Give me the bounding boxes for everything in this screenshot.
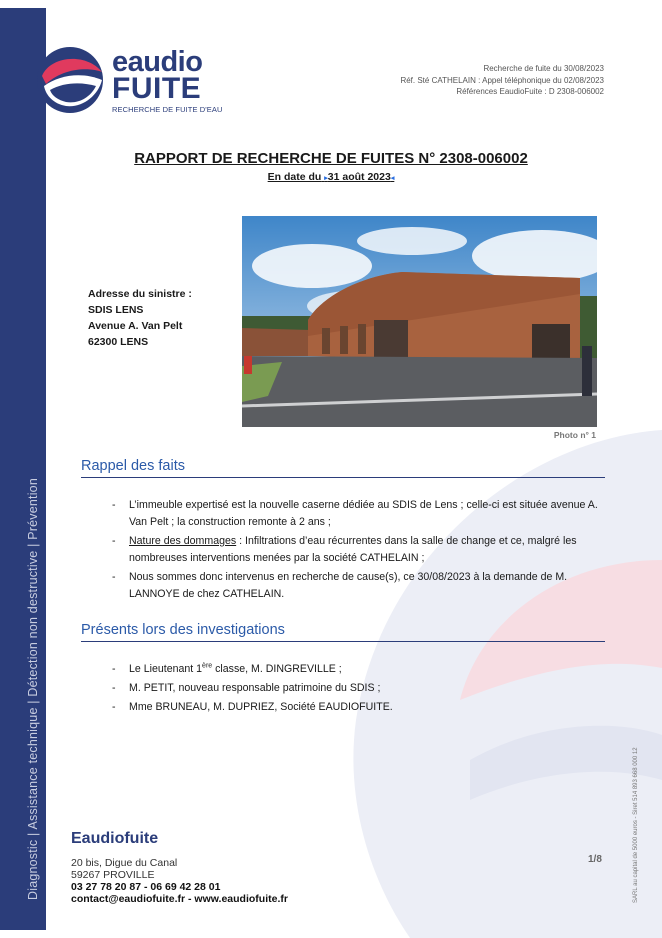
footer-address-line: 20 bis, Digue du Canal xyxy=(71,857,178,869)
footer-phones: 03 27 78 20 87 - 06 69 42 28 01 xyxy=(71,881,221,893)
reference-block xyxy=(400,63,604,98)
field-marker-left-icon: ▸ xyxy=(324,175,328,182)
logo-mark-icon xyxy=(36,46,108,114)
address-name: SDIS LENS xyxy=(88,304,144,316)
building-photo xyxy=(242,216,597,427)
list-item xyxy=(112,497,604,531)
list-item-text: : Infiltrations d’eau récurrentes dans la salle de change et ce, malgré les nombreuses interventions menées par la société CATHELAIN ; xyxy=(129,535,577,564)
reference-line: Réf. Sté CATHELAIN : Appel téléphonique du 02/08/2023 xyxy=(400,75,604,85)
legal-mention: SARL au capital de 5000 euros - Siret 514 893 668 000 12 xyxy=(633,747,639,903)
footer-contact: contact@eaudiofuite.fr - www.eaudiofuite.fr xyxy=(71,893,288,905)
logo-wordmark-top: eaudio xyxy=(112,46,203,78)
list-item xyxy=(112,533,604,567)
logo-tagline: RECHERCHE DE FUITE D'EAU xyxy=(112,105,223,114)
list-item xyxy=(112,680,604,697)
incident-address xyxy=(88,286,192,350)
list-item xyxy=(112,661,604,678)
footer-company: Eaudiofuite xyxy=(71,830,159,847)
superscript: ère xyxy=(202,662,213,670)
side-band-services: Diagnostic | Assistance technique | Détection non destructive | Prévention xyxy=(26,478,40,900)
building-photo-icon xyxy=(242,216,597,427)
footer-address-line: 59267 PROVILLE xyxy=(71,869,155,881)
nature-dommages-label: Nature des dommages xyxy=(129,535,237,547)
section-title-rappel: Rappel des faits xyxy=(81,458,605,478)
presents-list xyxy=(112,661,604,718)
company-logo xyxy=(36,46,226,114)
date-prefix: En date du xyxy=(267,171,322,183)
footer xyxy=(71,830,288,905)
list-item-text: classe, M. DINGREVILLE ; xyxy=(212,663,342,675)
list-item-text: L’immeuble expertisé est la nouvelle caserne dédiée au SDIS de Lens ; celle-ci est située avenue A. Van Pelt ; la construction remonte à 2 ans ; xyxy=(129,499,598,528)
page-number: 1/8 xyxy=(588,854,602,865)
address-city: 62300 LENS xyxy=(88,336,149,348)
date-value: 31 août 2023 xyxy=(327,171,391,183)
address-street: Avenue A. Van Pelt xyxy=(88,320,183,332)
reference-line: Références EaudioFuite : D 2308-006002 xyxy=(456,87,604,96)
report-date xyxy=(0,171,662,183)
rappel-list xyxy=(112,497,604,605)
section-title-presents: Présents lors des investigations xyxy=(81,622,605,642)
list-item xyxy=(112,699,604,716)
list-item xyxy=(112,569,604,603)
address-label: Adresse du sinistre : xyxy=(88,288,192,300)
list-item-text: M. PETIT, nouveau responsable patrimoine du SDIS ; xyxy=(129,682,381,694)
list-item-text: Le Lieutenant 1 xyxy=(129,663,203,675)
reference-line: Recherche de fuite du 30/08/2023 xyxy=(483,64,604,73)
field-marker-right-icon: ◂ xyxy=(390,175,395,182)
photo-caption: Photo n° 1 xyxy=(553,430,596,440)
list-item-text: Nous sommes donc intervenus en recherche de cause(s), ce 30/08/2023 à la demande de M. LANNOYE de chez CATHELAIN. xyxy=(129,571,568,600)
logo-wordmark-main: FUITE xyxy=(112,72,202,105)
list-item-text: Mme BRUNEAU, M. DUPRIEZ, Société EAUDIOFUITE. xyxy=(129,701,393,713)
report-title: RAPPORT DE RECHERCHE DE FUITES N° 2308-006002 xyxy=(134,150,528,167)
